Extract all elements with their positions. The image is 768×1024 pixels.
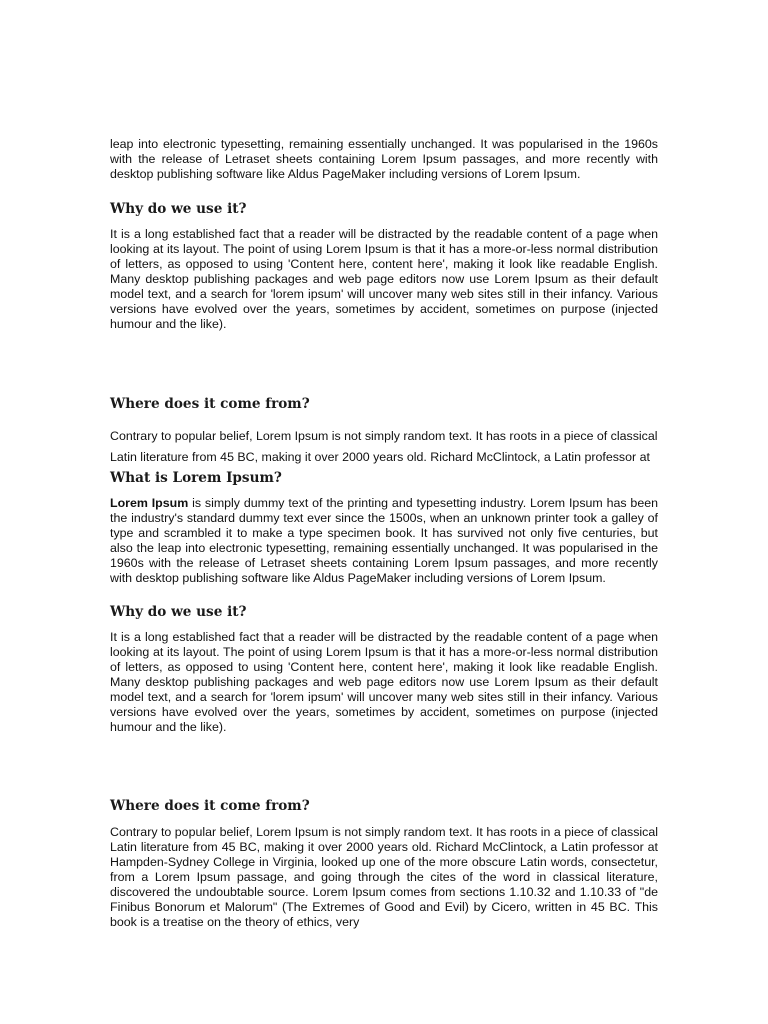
where-paragraph-2-block — [110, 825, 658, 930]
what-is-lorem-heading: What is Lorem Ipsum? — [110, 470, 282, 486]
where-paragraph-1-block — [110, 426, 658, 489]
why-heading-1: Why do we use it? — [110, 201, 247, 217]
intro-paragraph-block — [110, 137, 658, 182]
lorem-paragraph-text: is simply dummy text of the printing and typesetting industry. Lorem Ipsum has been the industry's standard dummy text ever since the 1500s, when an unknown printer took a galley of type and scrambled it to make a type specimen book. It has survived not only five centuries, but also the leap into electronic typesetting, remaining essentially unchanged. It was popularised in the 1960s with the release of Letraset sheets containing Lorem Ipsum passages, and more recently with desktop publishing software like Aldus PageMaker including versions of Lorem Ipsum. — [110, 496, 658, 585]
why-heading-2-block — [110, 603, 658, 621]
why-paragraph-2: It is a long established fact that a reader will be distracted by the readable content of a page when looking at its layout. The point of using Lorem Ipsum is that it has a more-or-less normal distribution of letters, as opposed to using 'Content here, content here', making it look like readable English. Many desktop publishing packages and web page editors now use Lorem Ipsum as their default model text, and a search for 'lorem ipsum' will uncover many web sites still in their infancy. Various versions have evolved over the years, sometimes by accident, sometimes on purpose (injected humour and the like). — [110, 630, 658, 734]
lorem-paragraph-block — [110, 496, 658, 586]
lorem-paragraph — [110, 496, 658, 586]
where-heading-2: Where does it come from? — [110, 798, 310, 814]
why-heading-2: Why do we use it? — [110, 604, 247, 620]
why-paragraph-1-block — [110, 227, 658, 332]
where-heading-2-block — [110, 797, 658, 815]
why-paragraph-2-block — [110, 630, 658, 735]
where-paragraph-2: Contrary to popular belief, Lorem Ipsum is not simply random text. It has roots in a piece of classical Latin literature from 45 BC, making it over 2000 years old. Richard McClintock, a Latin professor at Hampden-Sydney College in Virginia, looked up one of the more obscure Latin words, consectetur, from a Lorem Ipsum passage, and going through the cites of the word in classical literature, discovered the undoubtable source. Lorem Ipsum comes from sections 1.10.32 and 1.10.33 of "de Finibus Bonorum et Malorum" (The Extremes of Good and Evil) by Cicero, written in 45 BC. This book is a treatise on the theory of ethics, very — [110, 825, 658, 929]
intro-paragraph: leap into electronic typesetting, remaining essentially unchanged. It was popularised in the 1960s with the release of Letraset sheets containing Lorem Ipsum passages, and more recently with desktop publishing software like Aldus PageMaker including versions of Lorem Ipsum. — [110, 137, 658, 181]
lorem-ipsum-bold: Lorem Ipsum — [110, 496, 189, 510]
where-paragraph-1-text: Contrary to popular belief, Lorem Ipsum is not simply random text. It has roots in a piece of classical Latin literature from 45 BC, making it over 2000 years old. Richard McClintock, a Latin professor at — [110, 429, 658, 464]
where-heading-1: Where does it come from? — [110, 396, 310, 412]
why-paragraph-1: It is a long established fact that a reader will be distracted by the readable content of a page when looking at its layout. The point of using Lorem Ipsum is that it has a more-or-less normal distribution of letters, as opposed to using 'Content here, content here', making it look like readable English. Many desktop publishing packages and web page editors now use Lorem Ipsum as their default model text, and a search for 'lorem ipsum' will uncover many web sites still in their infancy. Various versions have evolved over the years, sometimes by accident, sometimes on purpose (injected humour and the like). — [110, 227, 658, 331]
why-heading-1-block — [110, 200, 658, 218]
where-heading-1-block — [110, 395, 658, 413]
where-paragraph-1 — [110, 426, 658, 489]
